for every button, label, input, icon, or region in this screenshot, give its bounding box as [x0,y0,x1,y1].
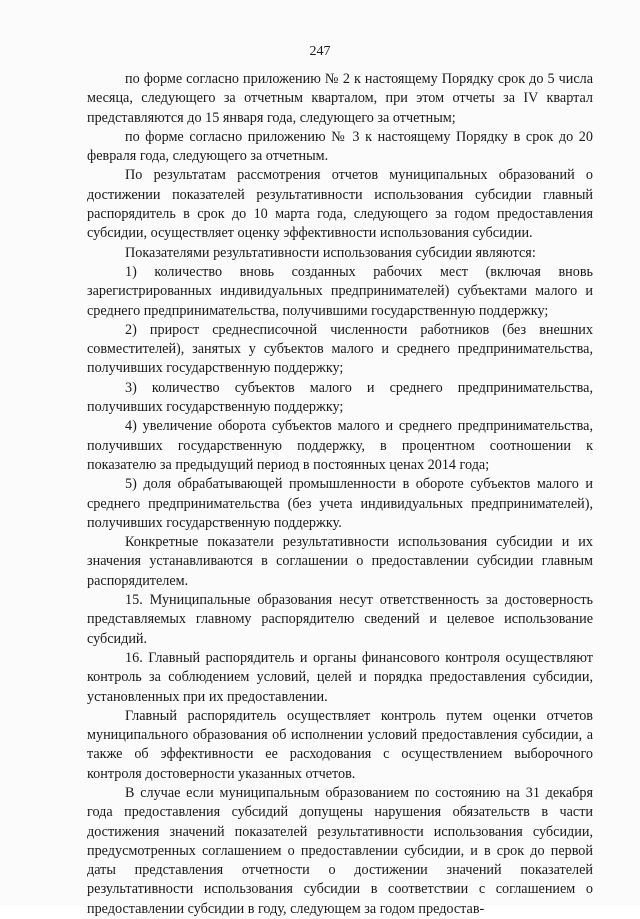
list-item-indicator-1: 1) количество вновь созданных рабочих мест (включая вновь зарегистрированных индивидуальных предпринимателей) субъектами малого и среднего предпринимательства, получившими государственную поддержку; [87,263,593,319]
paragraph-report-review: По результатам рассмотрения отчетов муниципальных образований о достижении показателей результативности использования субсидии главный распорядитель в срок до 10 марта года, следующего за годом предоставления субсидии, осуществляет оценку эффективности использования субсидии. [87,167,593,242]
paragraph-indicators-intro: Показателями результативности использования субсидии являются: [125,244,536,261]
paragraph-clause-16: 16. Главный распорядитель и органы финансового контроля осуществляют контроль за соблюдением условий, целей и порядка предоставления субсидии, установленных при их предоставлении. [87,649,593,705]
paragraph-violation-case: В случае если муниципальным образованием по состоянию на 31 декабря года предоставления субсидий допущены нарушения обязательств в части достижения значений показателей результативности использования субсидии, предусмотренных соглашением о предоставлении субсидии, и в срок до первой даты представления отчетности о достижении значений показателей результативности использования субсидии в соответствии с соглашением о предоставлении субсидии в году, следующем за годом предостав- [87,784,593,917]
paragraph-control-method: Главный распорядитель осуществляет контроль путем оценки отчетов муниципального образования об исполнении условий предоставления субсидии, а также об эффективности ее расходования с осуществлением выборочного контроля достоверности указанных отчетов. [87,707,593,782]
list-item-indicator-2: 2) прирост среднесписочной численности работников (без внешних совместителей), занятых у субъектов малого и среднего предпринимательства, получивших государственную поддержку; [87,321,593,377]
paragraph-report-form-2: по форме согласно приложению № 2 к настоящему Порядку срок до 5 числа месяца, следующего за отчетным кварталом, при этом отчеты за IV квартал представляются до 15 января года, следующего за отчетным; [87,71,593,126]
paragraph-specific-indicators: Конкретные показатели результативности использования субсидии и их значения устанавливаются в соглашении о предоставлении субсидии главным распорядителем. [87,534,593,589]
document-body [87,70,593,919]
list-item-indicator-5: 5) доля обрабатывающей промышленности в обороте субъектов малого и среднего предпринимательства (без учета индивидуальных предпринимателей), получивших государственную поддержку. [87,476,593,531]
paragraph-report-form-3: по форме согласно приложению № 3 к настоящему Порядку в срок до 20 февраля года, следующего за отчетным. [87,128,593,165]
page-number: 247 [309,44,331,59]
list-item-indicator-3: 3) количество субъектов малого и среднего предпринимательства, получивших государственную поддержку; [87,379,593,416]
list-item-indicator-4: 4) увеличение оборота субъектов малого и среднего предпринимательства, получивших государственную поддержку, в процентном соотношении к показателю за предыдущий период в постоянных ценах 2014 года; [87,418,593,473]
paragraph-clause-15: 15. Муниципальные образования несут ответственность за достоверность представляемых главному распорядителю сведений и целевое использование субсидий. [87,592,593,647]
